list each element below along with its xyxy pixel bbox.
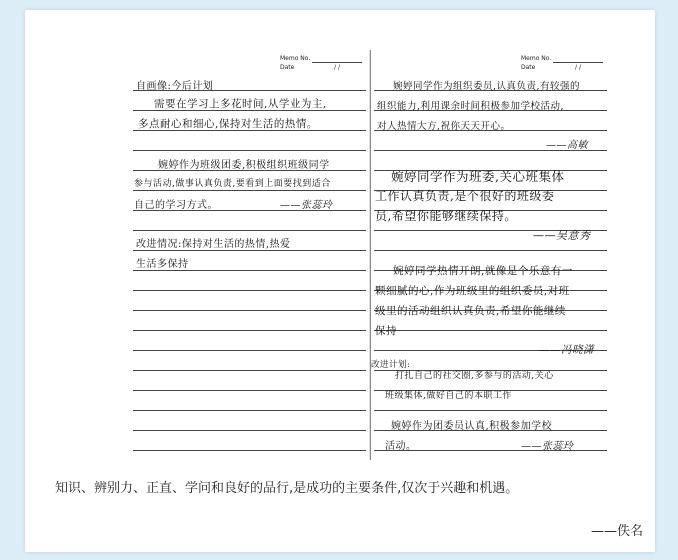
right-entry-1: 组织能力,利用课余时间积极参加学校活动, <box>377 101 565 112</box>
date-slashes: / / <box>334 64 340 71</box>
memo-no-label: Memo No. <box>280 55 311 62</box>
right-entry-16: 婉婷作为团委员认真,积极参加学校 <box>391 421 553 432</box>
right-signature-4: ——张蕊玲 <box>521 441 574 452</box>
right-signature-1: ——高敏 <box>546 140 588 151</box>
content-card <box>25 10 655 552</box>
memo-header-left <box>280 54 362 72</box>
notebook-photo <box>130 50 610 460</box>
right-entry-2: 对人热情大方,祝你天天开心。 <box>377 121 511 132</box>
right-signature-2: ——吴意秀 <box>533 229 591 242</box>
left-page <box>130 50 370 460</box>
right-entry-0: 婉婷同学作为组织委员,认真负责,有较强的 <box>393 81 581 92</box>
left-entry-0: 自画像:今后计划 <box>136 81 214 92</box>
right-entry-9: 颗细腻的心,作为班级里的组织委员,对班 <box>375 285 570 297</box>
right-entry-4: 婉婷同学作为班委,关心班集体 <box>391 169 565 184</box>
date-label-right: Date <box>521 64 536 71</box>
right-entry-10: 级里的活动组织认真负责,希望你能继续 <box>375 305 566 317</box>
right-entry-14: 打扎自己的社交圈,多参与的活动,关心 <box>395 371 554 381</box>
right-entry-15: 班级集体,做好自己的本职工作 <box>385 391 512 401</box>
left-entry-1: 需要在学习上多花时间,从学业为主, <box>154 98 327 110</box>
right-entry-6: 员,希望你能够继续保持。 <box>375 209 517 223</box>
right-entry-8: 婉婷同学热情开朗,就像是个乐意有一 <box>393 265 573 277</box>
left-signature-1: ——张蕊玲 <box>280 200 333 211</box>
left-entry-5: 自己的学习方式。 <box>134 200 218 211</box>
date-label: Date <box>280 64 295 71</box>
left-entry-8: 生活多保持 <box>136 259 189 270</box>
memo-no-label-right: Memo No. <box>521 55 552 62</box>
right-entry-17: 活动。 <box>385 441 417 452</box>
left-entry-4: 参与活动,做事认真负责,要看到上面要找到适合 <box>134 179 331 189</box>
left-entry-7: 改进情况:保持对生活的热情,热爱 <box>136 239 291 250</box>
left-entry-3: 婉婷作为班级团委,积极组织班级同学 <box>158 160 330 171</box>
date-slashes-right: / / <box>575 64 581 71</box>
right-entry-5: 工作认真负责,是个很好的班级委 <box>375 189 555 203</box>
right-entry-13: 改进计划: <box>371 360 411 370</box>
right-page <box>370 50 610 460</box>
quote-text: 知识、辨别力、正直、学问和良好的品行,是成功的主要条件,仅次于兴趣和机遇。 <box>55 481 519 496</box>
right-signature-3: ——冯晓潇 <box>539 344 594 356</box>
left-entry-2: 多点耐心和细心,保持对生活的热情。 <box>138 118 318 130</box>
right-entry-11: 保持 <box>375 325 397 337</box>
quote-author: ——佚名 <box>590 524 643 539</box>
memo-header-right <box>521 54 603 72</box>
